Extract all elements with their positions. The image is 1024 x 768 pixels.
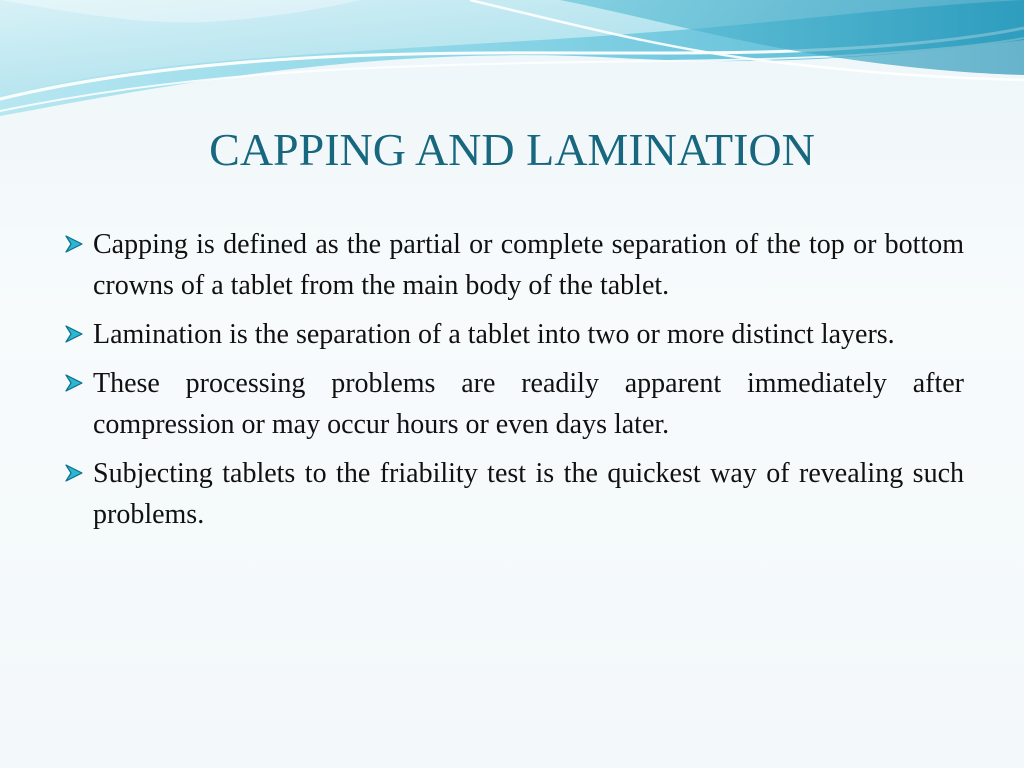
bullet-item-processing-problems [62,363,964,445]
bullet-item-capping-definition [62,224,964,306]
arrowhead-bullet-icon [62,371,86,395]
arrowhead-bullet-icon [62,461,86,485]
bullet-text: Subjecting tablets to the friability test is the quickest way of revealing such problems. [93,458,964,530]
bullet-text: Lamination is the separation of a tablet into two or more distinct layers. [93,319,895,350]
bullet-text: Capping is defined as the partial or complete separation of the top or bottom crowns of a tablet from the main body of the tablet. [93,229,964,301]
bullet-text: These processing problems are readily apparent immediately after compression or may occur hours or even days later. [93,368,964,440]
bullet-item-friability-test [62,453,964,535]
bullet-list [62,224,964,543]
header-wave-decoration [0,0,1024,130]
arrowhead-bullet-icon [62,322,86,346]
bullet-item-lamination-definition [62,314,964,355]
arrowhead-bullet-icon [62,232,86,256]
slide-title: CAPPING AND LAMINATION [209,124,815,175]
